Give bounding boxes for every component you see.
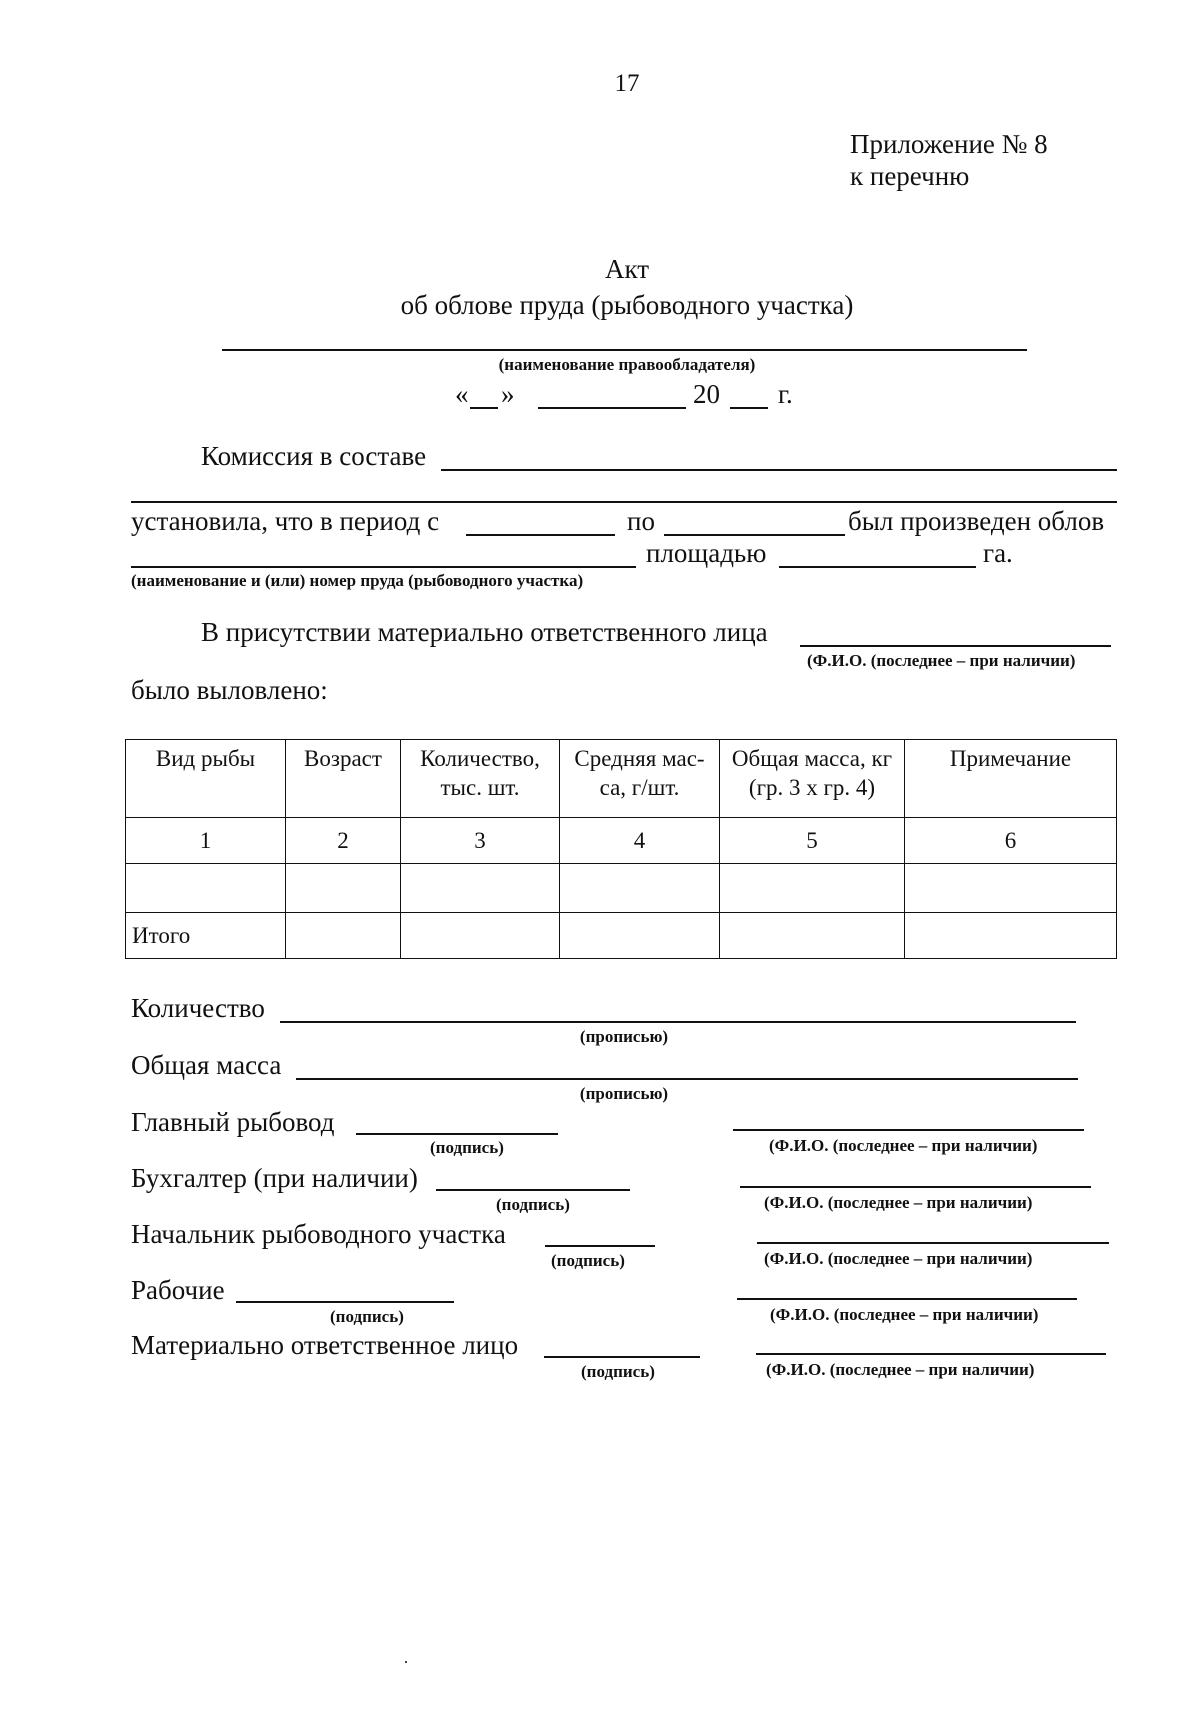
workers-fio-field[interactable] — [737, 1298, 1077, 1300]
column-number: 6 — [905, 818, 1117, 864]
catch-table — [125, 739, 1117, 959]
table-cell[interactable] — [286, 864, 401, 913]
table-row — [126, 864, 1117, 913]
total-mass-in-words-field[interactable] — [296, 1078, 1078, 1080]
responsible-person-caption: (Ф.И.О. (последнее – при наличии) — [807, 651, 1076, 670]
period-from-field[interactable] — [466, 534, 615, 536]
table-cell[interactable] — [720, 913, 905, 959]
fio-caption: (Ф.И.О. (последнее – при наличии) — [764, 1249, 1033, 1268]
header-age: Возраст — [286, 740, 401, 818]
section-head-signature-field[interactable] — [545, 1245, 655, 1247]
column-number: 5 — [720, 818, 905, 864]
workers-signature-field[interactable] — [236, 1301, 454, 1303]
appendix-subtitle: к перечню — [850, 161, 970, 191]
signature-caption: (подпись) — [581, 1362, 655, 1381]
table-cell[interactable] — [401, 864, 560, 913]
caught-label: было выловлено: — [131, 675, 328, 705]
period-to-label: по — [627, 506, 655, 536]
role-section-head: Начальник рыбоводного участка — [131, 1219, 506, 1249]
signature-caption: (подпись) — [330, 1307, 404, 1326]
role-accountant: Бухгалтер (при наличии) — [131, 1163, 418, 1193]
pond-name-field[interactable] — [131, 566, 636, 568]
table-cell[interactable] — [905, 913, 1117, 959]
accountant-fio-field[interactable] — [740, 1186, 1091, 1188]
pond-name-caption: (наименование и (или) номер пруда (рыбоводного участка) — [131, 571, 584, 590]
table-cell[interactable] — [560, 913, 720, 959]
commission-label: Комиссия в составе — [201, 441, 427, 471]
header-note: Примечание — [905, 740, 1117, 818]
signature-caption: (подпись) — [430, 1138, 504, 1157]
table-cell[interactable] — [560, 864, 720, 913]
fio-caption: (Ф.И.О. (последнее – при наличии) — [766, 1360, 1035, 1379]
fio-caption: (Ф.И.О. (последнее – при наличии) — [769, 1136, 1038, 1155]
date-month-field[interactable] — [538, 407, 686, 409]
holder-caption: (наименование правообладателя) — [498, 355, 756, 374]
fio-caption: (Ф.И.О. (последнее – при наличии) — [770, 1305, 1039, 1324]
page-number: 17 — [614, 70, 640, 97]
date-day-field[interactable] — [470, 407, 498, 409]
holder-line[interactable] — [222, 349, 1027, 351]
signature-caption: (подпись) — [496, 1195, 570, 1214]
document-title: Акт — [604, 254, 650, 284]
date-year-field[interactable] — [730, 407, 768, 409]
area-unit: га. — [983, 538, 1013, 568]
role-responsible-person: Материально ответственное лицо — [131, 1330, 519, 1360]
signature-caption: (подпись) — [551, 1251, 625, 1270]
section-head-fio-field[interactable] — [757, 1242, 1109, 1244]
table-cell[interactable] — [286, 913, 401, 959]
table-cell[interactable] — [905, 864, 1117, 913]
total-row — [126, 913, 1117, 959]
commission-field[interactable] — [441, 469, 1117, 471]
date-century: 20 — [693, 379, 720, 409]
date-close-quote: » — [501, 379, 515, 409]
role-chief-fish-breeder: Главный рыбовод — [131, 1107, 335, 1137]
total-mass-label: Общая масса — [131, 1050, 282, 1080]
quantity-caption: (прописью) — [579, 1027, 669, 1046]
date-year-suffix: г. — [778, 379, 793, 409]
period-performed-label: был произведен облов — [848, 506, 1105, 536]
column-number-row — [126, 818, 1117, 864]
column-number: 4 — [560, 818, 720, 864]
area-label: площадью — [646, 538, 767, 568]
presence-label: В присутствии материально ответственного лица — [201, 617, 768, 647]
quantity-in-words-field[interactable] — [280, 1021, 1076, 1023]
date-open-quote: « — [455, 379, 469, 409]
header-average-mass: Средняя мас- са, г/шт. — [560, 740, 720, 818]
total-label: Итого — [126, 913, 286, 959]
table-cell[interactable] — [126, 864, 286, 913]
responsible-person-field[interactable] — [800, 645, 1111, 647]
quantity-label: Количество — [131, 993, 265, 1023]
column-number: 1 — [126, 818, 286, 864]
period-to-field[interactable] — [664, 534, 845, 536]
header-fish-species: Вид рыбы — [126, 740, 286, 818]
document-subtitle: об облове пруда (рыбоводного участка) — [400, 290, 854, 320]
fio-caption: (Ф.И.О. (последнее – при наличии) — [764, 1193, 1033, 1212]
responsible-person-signature-field[interactable] — [544, 1356, 700, 1358]
accountant-signature-field[interactable] — [436, 1189, 630, 1191]
column-number: 3 — [401, 818, 560, 864]
table-header-row — [126, 740, 1117, 818]
total-mass-caption: (прописью) — [579, 1084, 669, 1103]
column-number: 2 — [286, 818, 401, 864]
commission-field-continued[interactable] — [131, 501, 1117, 503]
area-field[interactable] — [779, 566, 976, 568]
chief-fish-breeder-fio-field[interactable] — [733, 1129, 1084, 1131]
header-total-mass: Общая масса, кг (гр. 3 х гр. 4) — [720, 740, 905, 818]
header-quantity: Количество, тыс. шт. — [401, 740, 560, 818]
table-cell[interactable] — [401, 913, 560, 959]
role-workers: Рабочие — [131, 1275, 225, 1305]
responsible-person-fio-field[interactable] — [756, 1353, 1106, 1355]
period-established-label: установила, что в период с — [131, 506, 440, 536]
appendix-label: Приложение № 8 — [850, 129, 1048, 159]
table-cell[interactable] — [720, 864, 905, 913]
chief-fish-breeder-signature-field[interactable] — [356, 1133, 558, 1135]
scan-speck — [405, 1661, 407, 1663]
